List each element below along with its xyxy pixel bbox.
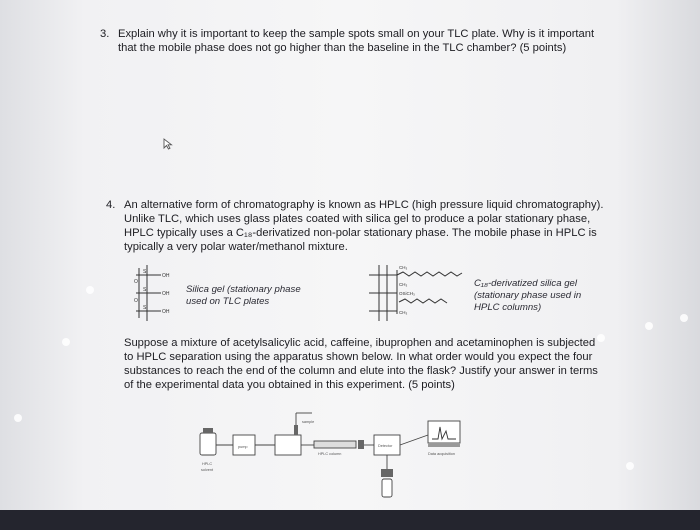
- label-hplc-solvent: HPLC: [202, 462, 213, 466]
- question-text-line: to HPLC separation using the apparatus shown below. In what order would you expect the four: [124, 351, 593, 363]
- question-text-line: Suppose a mixture of acetylsalicylic acid, caffeine, ibuprophen and acetaminophen is subjected: [124, 337, 596, 349]
- svg-text:OH: OH: [162, 291, 170, 297]
- svg-text:CH₃: CH₃: [399, 282, 408, 287]
- svg-text:CH₃: CH₃: [399, 310, 408, 315]
- light-spot: [680, 314, 688, 322]
- label-data: Data acquisition: [428, 452, 456, 456]
- light-spot: [597, 334, 605, 342]
- question-4: [106, 198, 604, 254]
- question-text-line: Explain why it is important to keep the sample spots small on your TLC plate. Why is it important: [118, 28, 595, 40]
- svg-text:CH₃: CH₃: [399, 265, 408, 270]
- light-spot: [14, 414, 22, 422]
- hplc-apparatus-diagram: [190, 405, 480, 505]
- svg-text:O: O: [134, 298, 138, 304]
- cursor-icon: [163, 138, 173, 150]
- svg-text:OH: OH: [162, 309, 170, 315]
- svg-text:OSiCH₃: OSiCH₃: [399, 291, 415, 296]
- label-column: HPLC column: [318, 452, 342, 456]
- question-3: [100, 27, 608, 55]
- question-text-line: that the mobile phase does not go higher than the baseline in the TLC chamber? (5 points): [118, 42, 567, 54]
- light-spot: [645, 322, 653, 330]
- question-number: 4.: [106, 199, 116, 211]
- question-text-line: An alternative form of chromatography is known as HPLC (high pressure liquid chromatography).: [124, 199, 604, 211]
- question-text-line: substances to reach the end of the column and elute into the flask? Justify your answer in terms: [124, 365, 598, 377]
- label-pump: pump: [238, 445, 248, 449]
- svg-text:OH: OH: [162, 273, 170, 279]
- silica-gel-caption: Silica gel (stationary phase used on TLC plates: [186, 284, 301, 307]
- question-4-part-2: [124, 336, 604, 392]
- svg-text:Si: Si: [143, 305, 148, 311]
- question-text-line: typically a very polar water/methanol mixture.: [124, 241, 348, 253]
- c18-silica-structure: [367, 262, 467, 324]
- label-hplc-solvent-2: solvent: [201, 468, 214, 472]
- light-spot: [62, 338, 70, 346]
- label-detector: Detector: [378, 444, 393, 448]
- question-text-line: Unlike TLC, which uses glass plates coated with silica gel to produce a polar stationary phase,: [124, 213, 591, 225]
- question-text-line: HPLC typically uses a C₁₈-derivatized non-polar stationary phase. The mobile phase in HPLC is: [124, 227, 597, 239]
- svg-text:Si: Si: [143, 269, 148, 275]
- screen-bottom-edge: [0, 510, 700, 530]
- question-text-line: of the experimental data you obtained in this experiment. (5 points): [124, 379, 455, 391]
- question-number: 3.: [100, 28, 110, 40]
- label-sample: sample: [302, 420, 315, 424]
- silica-gel-structure: [133, 262, 179, 324]
- light-spot: [86, 286, 94, 294]
- c18-silica-caption: C₁₈-derivatized silica gel (stationary phase used in HPLC columns): [474, 278, 582, 313]
- svg-text:Si: Si: [143, 287, 148, 293]
- light-spot: [626, 462, 634, 470]
- svg-text:O: O: [134, 279, 138, 285]
